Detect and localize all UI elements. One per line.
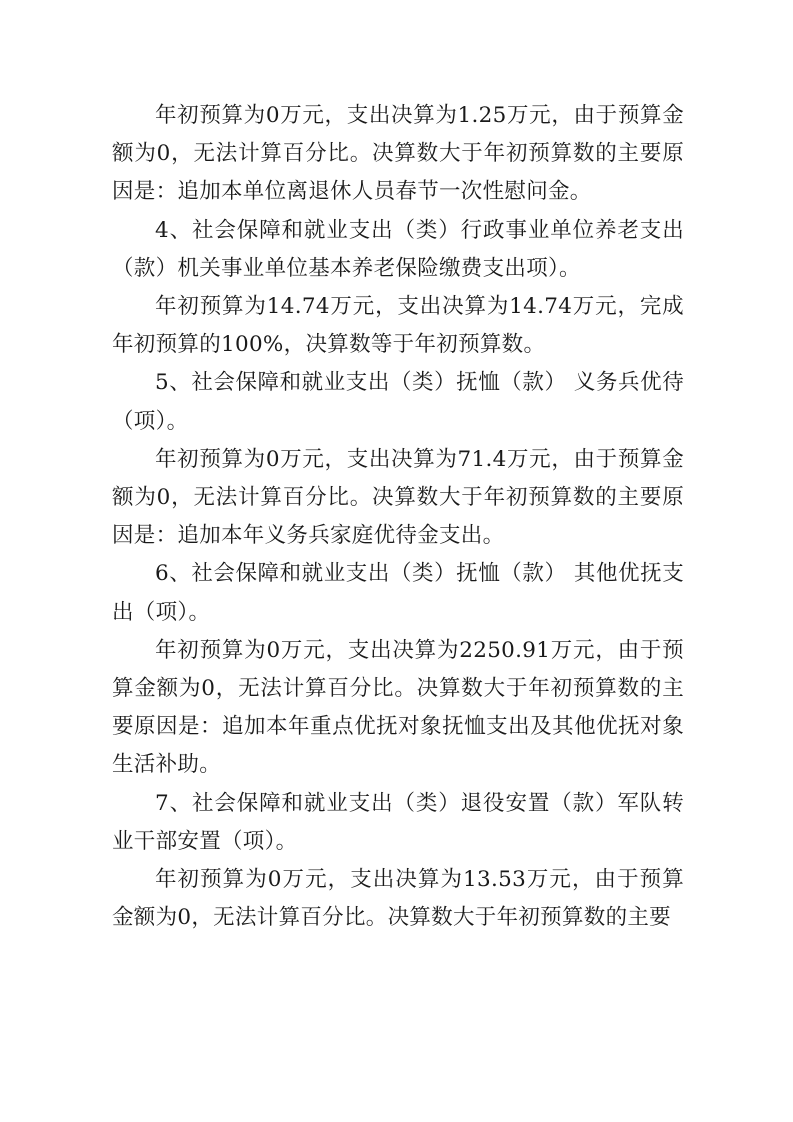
paragraph-budget-veteran-cadre-placement: 年初预算为0万元，支出决算为13.53万元，由于预算金额为0，无法计算百分比。决算数大于年初预算数的主要: [112, 867, 684, 931]
paragraph-budget-other-preferential: 年初预算为0万元，支出决算为2250.91万元，由于预算金额为0，无法计算百分比。决算数大于年初预算数的主要原因是：追加本年重点优抚对象抚恤支出及其他优抚对象生活补助。: [112, 637, 684, 778]
paragraph-heading-conscript-preferential: 5、社会保障和就业支出（类）抚恤（款） 义务兵优待（项）。: [112, 370, 684, 434]
paragraph-heading-pension-insurance: 4、社会保障和就业支出（类）行政事业单位养老支出（款）机关事业单位基本养老保险缴费支出项）。: [112, 217, 684, 281]
paragraph-budget-retiree-condolence: 年初预算为0万元，支出决算为1.25万元，由于预算金额为0，无法计算百分比。决算数大于年初预算数的主要原因是：追加本单位离退休人员春节一次性慰问金。: [112, 103, 684, 205]
document-page: [112, 97, 684, 937]
paragraph-heading-other-preferential: 6、社会保障和就业支出（类）抚恤（款） 其他优抚支出（项）。: [112, 561, 684, 625]
paragraph-heading-veteran-cadre-placement: 7、社会保障和就业支出（类）退役安置（款）军队转业干部安置（项）。: [112, 790, 684, 854]
paragraph-budget-conscript-preferential: 年初预算为0万元，支出决算为71.4万元，由于预算金额为0，无法计算百分比。决算数大于年初预算数的主要原因是：追加本年义务兵家庭优待金支出。: [112, 446, 684, 549]
paragraph-budget-pension-insurance: 年初预算为14.74万元，支出决算为14.74万元，完成年初预算的100%，决算数等于年初预算数。: [112, 294, 684, 358]
